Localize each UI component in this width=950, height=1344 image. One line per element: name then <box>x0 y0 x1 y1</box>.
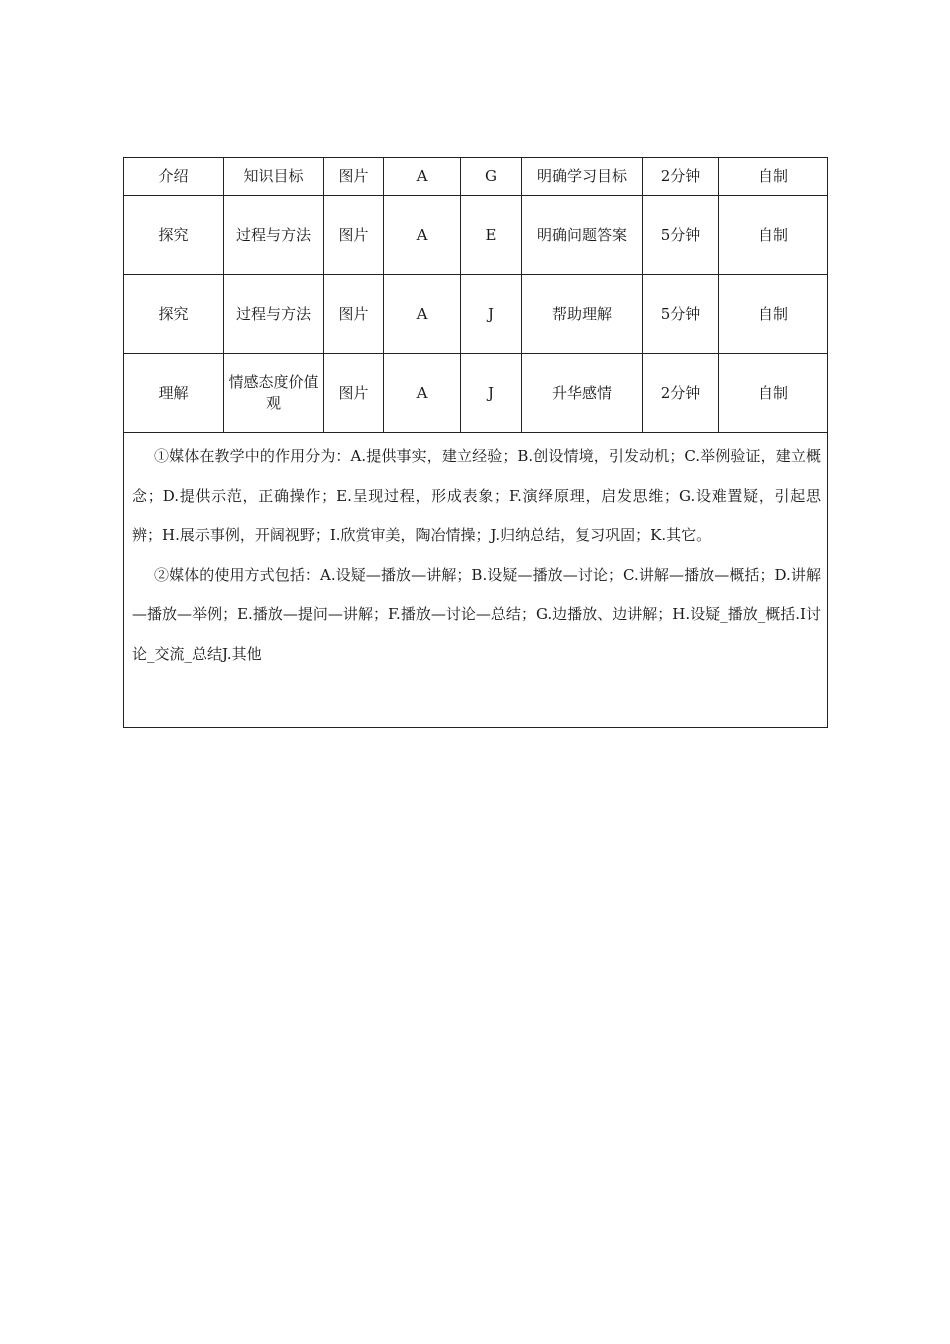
table-cell: A <box>384 158 461 196</box>
table-cell: A <box>384 354 461 433</box>
table-cell: 探究 <box>124 196 224 275</box>
table-cell: A <box>384 275 461 354</box>
table-cell: J <box>461 354 522 433</box>
table-cell: 5分钟 <box>643 275 719 354</box>
table-cell: 明确问题答案 <box>522 196 643 275</box>
table-row <box>124 196 828 275</box>
table-cell: J <box>461 275 522 354</box>
table-cell: 自制 <box>719 158 828 196</box>
table-cell: 图片 <box>324 196 384 275</box>
table-cell: 理解 <box>124 354 224 433</box>
note-media-usage-modes: ②媒体的使用方式包括：A.设疑—播放—讲解；B.设疑—播放—讨论；C.讲解—播放—概括；D.讲解—播放—举例；E.播放—提问—讲解；F.播放—讨论—总结；G.边播放、边讲解；H.设疑_播放_概括.I讨论_交流_总结J.其他 <box>132 565 821 663</box>
table-cell: 介绍 <box>124 158 224 196</box>
table-cell: 自制 <box>719 275 828 354</box>
table-cell: 帮助理解 <box>522 275 643 354</box>
media-usage-table <box>123 157 828 728</box>
table-cell: 升华感情 <box>522 354 643 433</box>
table-cell: 过程与方法 <box>224 275 324 354</box>
table-cell: 图片 <box>324 275 384 354</box>
table-cell: 2分钟 <box>643 354 719 433</box>
table-cell: 2分钟 <box>643 158 719 196</box>
table-cell: 5分钟 <box>643 196 719 275</box>
table-cell: 自制 <box>719 354 828 433</box>
table-cell: 自制 <box>719 196 828 275</box>
notes-row <box>124 433 828 728</box>
table-cell: 探究 <box>124 275 224 354</box>
table-cell: A <box>384 196 461 275</box>
notes-cell <box>124 433 828 728</box>
table-row <box>124 275 828 354</box>
table-cell: E <box>461 196 522 275</box>
table-cell: 明确学习目标 <box>522 158 643 196</box>
table-row <box>124 354 828 433</box>
table-cell: 图片 <box>324 354 384 433</box>
table-cell: 知识目标 <box>224 158 324 196</box>
table-cell: 过程与方法 <box>224 196 324 275</box>
table-row <box>124 158 828 196</box>
table-cell: 情感态度价值观 <box>224 354 324 433</box>
table-cell: 图片 <box>324 158 384 196</box>
note-media-functions: ①媒体在教学中的作用分为：A.提供事实，建立经验；B.创设情境，引发动机；C.举例验证，建立概念；D.提供示范，正确操作；E.呈现过程，形成表象；F.演绎原理，启发思维；G.设难置疑，引起思辨；H.展示事例，开阔视野；I.欣赏审美，陶冶情操；J.归纳总结，复习巩固；K.其它。 <box>132 447 821 544</box>
table-cell: G <box>461 158 522 196</box>
